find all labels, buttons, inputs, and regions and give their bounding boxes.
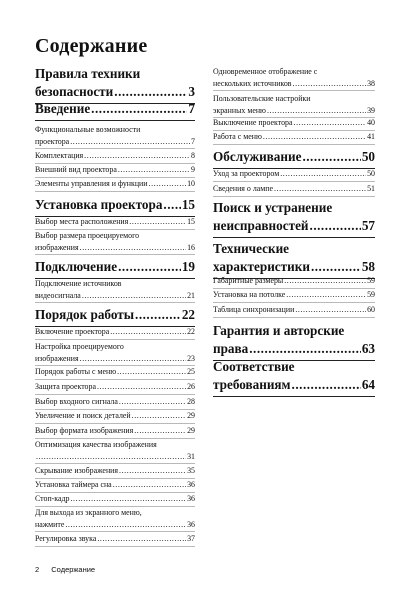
toc-dot-leader (65, 519, 186, 531)
toc-entry-text: Поиск и устранение (213, 200, 333, 215)
toc-dot-leader (293, 78, 367, 90)
toc-page-number: 64 (361, 377, 375, 392)
toc-entry-text: Стоп-кадр (35, 494, 70, 503)
toc-subentry[interactable] (213, 168, 375, 182)
toc-page-number: 60 (367, 305, 375, 314)
toc-entry-text: изображения (35, 242, 79, 252)
toc-entry-text: Таблица синхронизации (213, 305, 295, 314)
toc-page-number: 28 (187, 397, 195, 406)
toc-page-number: 50 (361, 149, 375, 164)
toc-entry-text: Порядок работы с меню (35, 367, 117, 376)
toc-dot-leader (134, 425, 186, 437)
toc-page-number: 8 (191, 151, 195, 160)
toc-dot-leader (97, 381, 186, 393)
toc-entry-text: Технические (213, 241, 290, 256)
toc-dot-leader (294, 117, 367, 129)
toc-subentry[interactable] (35, 326, 195, 340)
toc-entry-text: Одновременное отображение с (213, 67, 318, 76)
footer-page-number: 2 (35, 565, 40, 574)
toc-dot-leader (310, 217, 361, 235)
toc-heading[interactable] (35, 196, 195, 217)
toc-subentry[interactable] (35, 341, 195, 366)
toc-entry-text: Оптимизация качества изображения (35, 440, 157, 449)
toc-subentry[interactable] (213, 183, 375, 197)
toc-entry-text: Защита проектора (35, 382, 96, 391)
toc-page-number: 22 (187, 327, 195, 336)
toc-page-number: 7 (191, 136, 195, 146)
toc-subentry[interactable] (213, 289, 375, 303)
toc-page-number: 3 (188, 84, 195, 99)
toc-dot-leader (263, 131, 366, 143)
toc-entry-text: нажмите (35, 519, 65, 529)
toc-entry-text: Функциональные возможности (35, 125, 141, 134)
toc-subentry[interactable] (35, 216, 195, 230)
toc-entry-text: видеосигнала (35, 290, 81, 300)
toc-page-number: 35 (187, 466, 195, 475)
toc-heading[interactable] (213, 240, 375, 279)
toc-subentry[interactable] (213, 66, 375, 91)
toc-entry-text: проектора (35, 136, 70, 146)
toc-page-number: 57 (361, 218, 375, 233)
toc-heading[interactable] (213, 199, 375, 238)
toc-page-number: 36 (187, 494, 195, 503)
toc-dot-leader (274, 183, 366, 195)
toc-dot-leader (114, 83, 187, 101)
toc-dot-leader (249, 340, 361, 358)
toc-subentry[interactable] (213, 131, 375, 145)
toc-page-number: 37 (187, 534, 195, 543)
toc-subentry[interactable] (213, 304, 375, 318)
toc-page-number: 19 (181, 259, 195, 274)
toc-subentry[interactable] (213, 93, 375, 118)
toc-subentry[interactable] (35, 439, 195, 464)
toc-subentry[interactable] (35, 479, 195, 493)
toc-page-number: 58 (361, 259, 375, 274)
toc-dot-leader (70, 493, 186, 505)
toc-subentry[interactable] (35, 425, 195, 439)
toc-entry-text: Сведения о лампе (213, 184, 273, 193)
toc-subentry[interactable] (35, 381, 195, 395)
toc-page-number: 59 (367, 290, 375, 299)
toc-subentry[interactable] (35, 465, 195, 479)
toc-entry-text: безопасности (35, 84, 114, 99)
toc-page-number: 16 (187, 242, 195, 252)
toc-subentry[interactable] (35, 366, 195, 380)
toc-subentry[interactable] (35, 507, 195, 532)
toc-dot-leader (117, 366, 186, 378)
toc-subentry[interactable] (35, 533, 195, 547)
toc-dot-leader (70, 136, 190, 148)
toc-dot-leader (280, 168, 366, 180)
toc-dot-leader (163, 196, 180, 214)
toc-page-number: 23 (187, 353, 195, 363)
toc-entry-text: Увеличение и поиск деталей (35, 411, 131, 420)
toc-entry-text: Выбор формата изображения (35, 426, 134, 435)
page-footer (35, 565, 95, 574)
toc-subentry[interactable] (35, 124, 195, 149)
toc-heading[interactable] (35, 65, 195, 104)
toc-page-number: 63 (361, 341, 375, 356)
toc-entry-text: Регулировка звука (35, 534, 97, 543)
toc-entry-text: Настройка проецируемого (35, 342, 124, 351)
toc-page-number: 9 (191, 165, 195, 174)
toc-entry-text: Обслуживание (213, 149, 302, 164)
toc-page-number: 22 (181, 307, 195, 322)
toc-page-number: 59 (367, 276, 375, 285)
toc-entry-text: Правила техники (35, 66, 141, 81)
toc-entry-text: Соответствие (213, 359, 295, 374)
toc-page-number: 31 (187, 451, 195, 461)
toc-dot-leader (284, 275, 366, 287)
toc-entry-text: Работа с меню (213, 132, 262, 141)
toc-entry-text: Гарантия и авторские (213, 323, 345, 338)
toc-page-number: 51 (367, 184, 375, 193)
toc-entry-text: Установка на потолке (213, 290, 286, 299)
toc-dot-leader (149, 178, 187, 190)
toc-entry-text: Выбор места расположения (35, 217, 129, 226)
toc-entry-text: Выключение проектора (213, 118, 293, 127)
toc-entry-text: Пользовательские настройки (213, 94, 311, 103)
toc-page-number: 26 (187, 382, 195, 391)
toc-subentry[interactable] (35, 230, 195, 255)
toc-dot-leader (97, 533, 186, 545)
toc-dot-leader (302, 148, 360, 166)
toc-dot-leader (267, 105, 366, 117)
toc-subentry[interactable] (35, 150, 195, 164)
toc-dot-leader (110, 326, 186, 338)
toc-dot-leader (135, 306, 181, 324)
toc-page-number: 36 (187, 480, 195, 489)
toc-entry-text: Установка проектора (35, 197, 163, 212)
toc-entry-text: Элементы управления и функции (35, 179, 148, 188)
toc-entry-text: нескольких источников (213, 78, 292, 88)
toc-dot-leader (80, 353, 186, 365)
toc-subentry[interactable] (213, 117, 375, 131)
toc-dot-leader (118, 164, 190, 176)
toc-dot-leader (91, 100, 187, 118)
toc-entry-text: Комплектация (35, 151, 84, 160)
toc-subentry[interactable] (35, 278, 195, 303)
toc-entry-text: Скрывание изображения (35, 466, 119, 475)
toc-subentry[interactable] (213, 275, 375, 289)
toc-entry-text: характеристики (213, 259, 310, 274)
toc-heading[interactable] (213, 358, 375, 397)
toc-subentry[interactable] (35, 178, 195, 192)
toc-heading[interactable] (213, 322, 375, 361)
toc-heading[interactable] (35, 100, 195, 121)
toc-dot-leader (113, 479, 186, 491)
toc-entry-text: Уход за проектором (213, 169, 280, 178)
toc-entry-text: Габаритные размеры (213, 276, 284, 285)
toc-page-number: 29 (187, 426, 195, 435)
toc-subentry[interactable] (35, 164, 195, 178)
toc-dot-leader (118, 258, 181, 276)
toc-dot-leader (311, 258, 361, 276)
toc-entry-text: права (213, 341, 249, 356)
toc-entry-text: Порядок работы (35, 307, 135, 322)
toc-page-number: 38 (367, 78, 375, 88)
toc-heading[interactable] (35, 306, 195, 327)
toc-page-number: 10 (187, 179, 195, 188)
toc-dot-leader (80, 242, 186, 254)
toc-dot-leader (132, 410, 186, 422)
toc-page-number: 50 (367, 169, 375, 178)
toc-page-number: 15 (181, 197, 195, 212)
toc-entry-text: Подключение источников (35, 279, 122, 288)
toc-heading[interactable] (213, 148, 375, 169)
toc-dot-leader (119, 465, 186, 477)
toc-dot-leader (84, 150, 190, 162)
toc-dot-leader (82, 290, 186, 302)
toc-entry-text: Выбор размера проецируемого (35, 231, 140, 240)
toc-page-number: 36 (187, 519, 195, 529)
toc-entry-text: Установка таймера сна (35, 480, 112, 489)
toc-entry-text: Подключение (35, 259, 118, 274)
toc-entry-text: неисправностей (213, 218, 309, 233)
toc-dot-leader (129, 216, 186, 228)
toc-page-number: 21 (187, 290, 195, 300)
toc-entry-text: изображения (35, 353, 79, 363)
toc-page-number: 40 (367, 118, 375, 127)
toc-entry-text: Для выхода из экранного меню, (35, 508, 142, 517)
toc-dot-leader (295, 304, 366, 316)
toc-subentry[interactable] (35, 410, 195, 424)
toc-page-number: 15 (187, 217, 195, 226)
toc-page-number: 7 (188, 101, 195, 116)
toc-subentry[interactable] (35, 396, 195, 410)
toc-page-number: 29 (187, 411, 195, 420)
toc-entry-text: Выбор входного сигнала (35, 397, 118, 406)
toc-page-number: 39 (367, 105, 375, 115)
toc-entry-text: экранных меню (213, 105, 266, 115)
toc-entry-text: Включение проектора (35, 327, 110, 336)
toc-subentry[interactable] (35, 493, 195, 507)
toc-dot-leader (36, 451, 186, 463)
toc-page-number: 41 (367, 132, 375, 141)
toc-dot-leader (119, 396, 186, 408)
toc-entry-text: Введение (35, 101, 91, 116)
toc-dot-leader (286, 289, 366, 301)
toc-entry-text: требованиям (213, 377, 291, 392)
toc-page-number: 25 (187, 367, 195, 376)
toc-entry-text: Внешний вид проектора (35, 165, 117, 174)
toc-heading[interactable] (35, 258, 195, 279)
footer-label: Содержание (51, 565, 96, 574)
toc-dot-leader (292, 376, 361, 394)
page-title: Содержание (35, 35, 148, 57)
